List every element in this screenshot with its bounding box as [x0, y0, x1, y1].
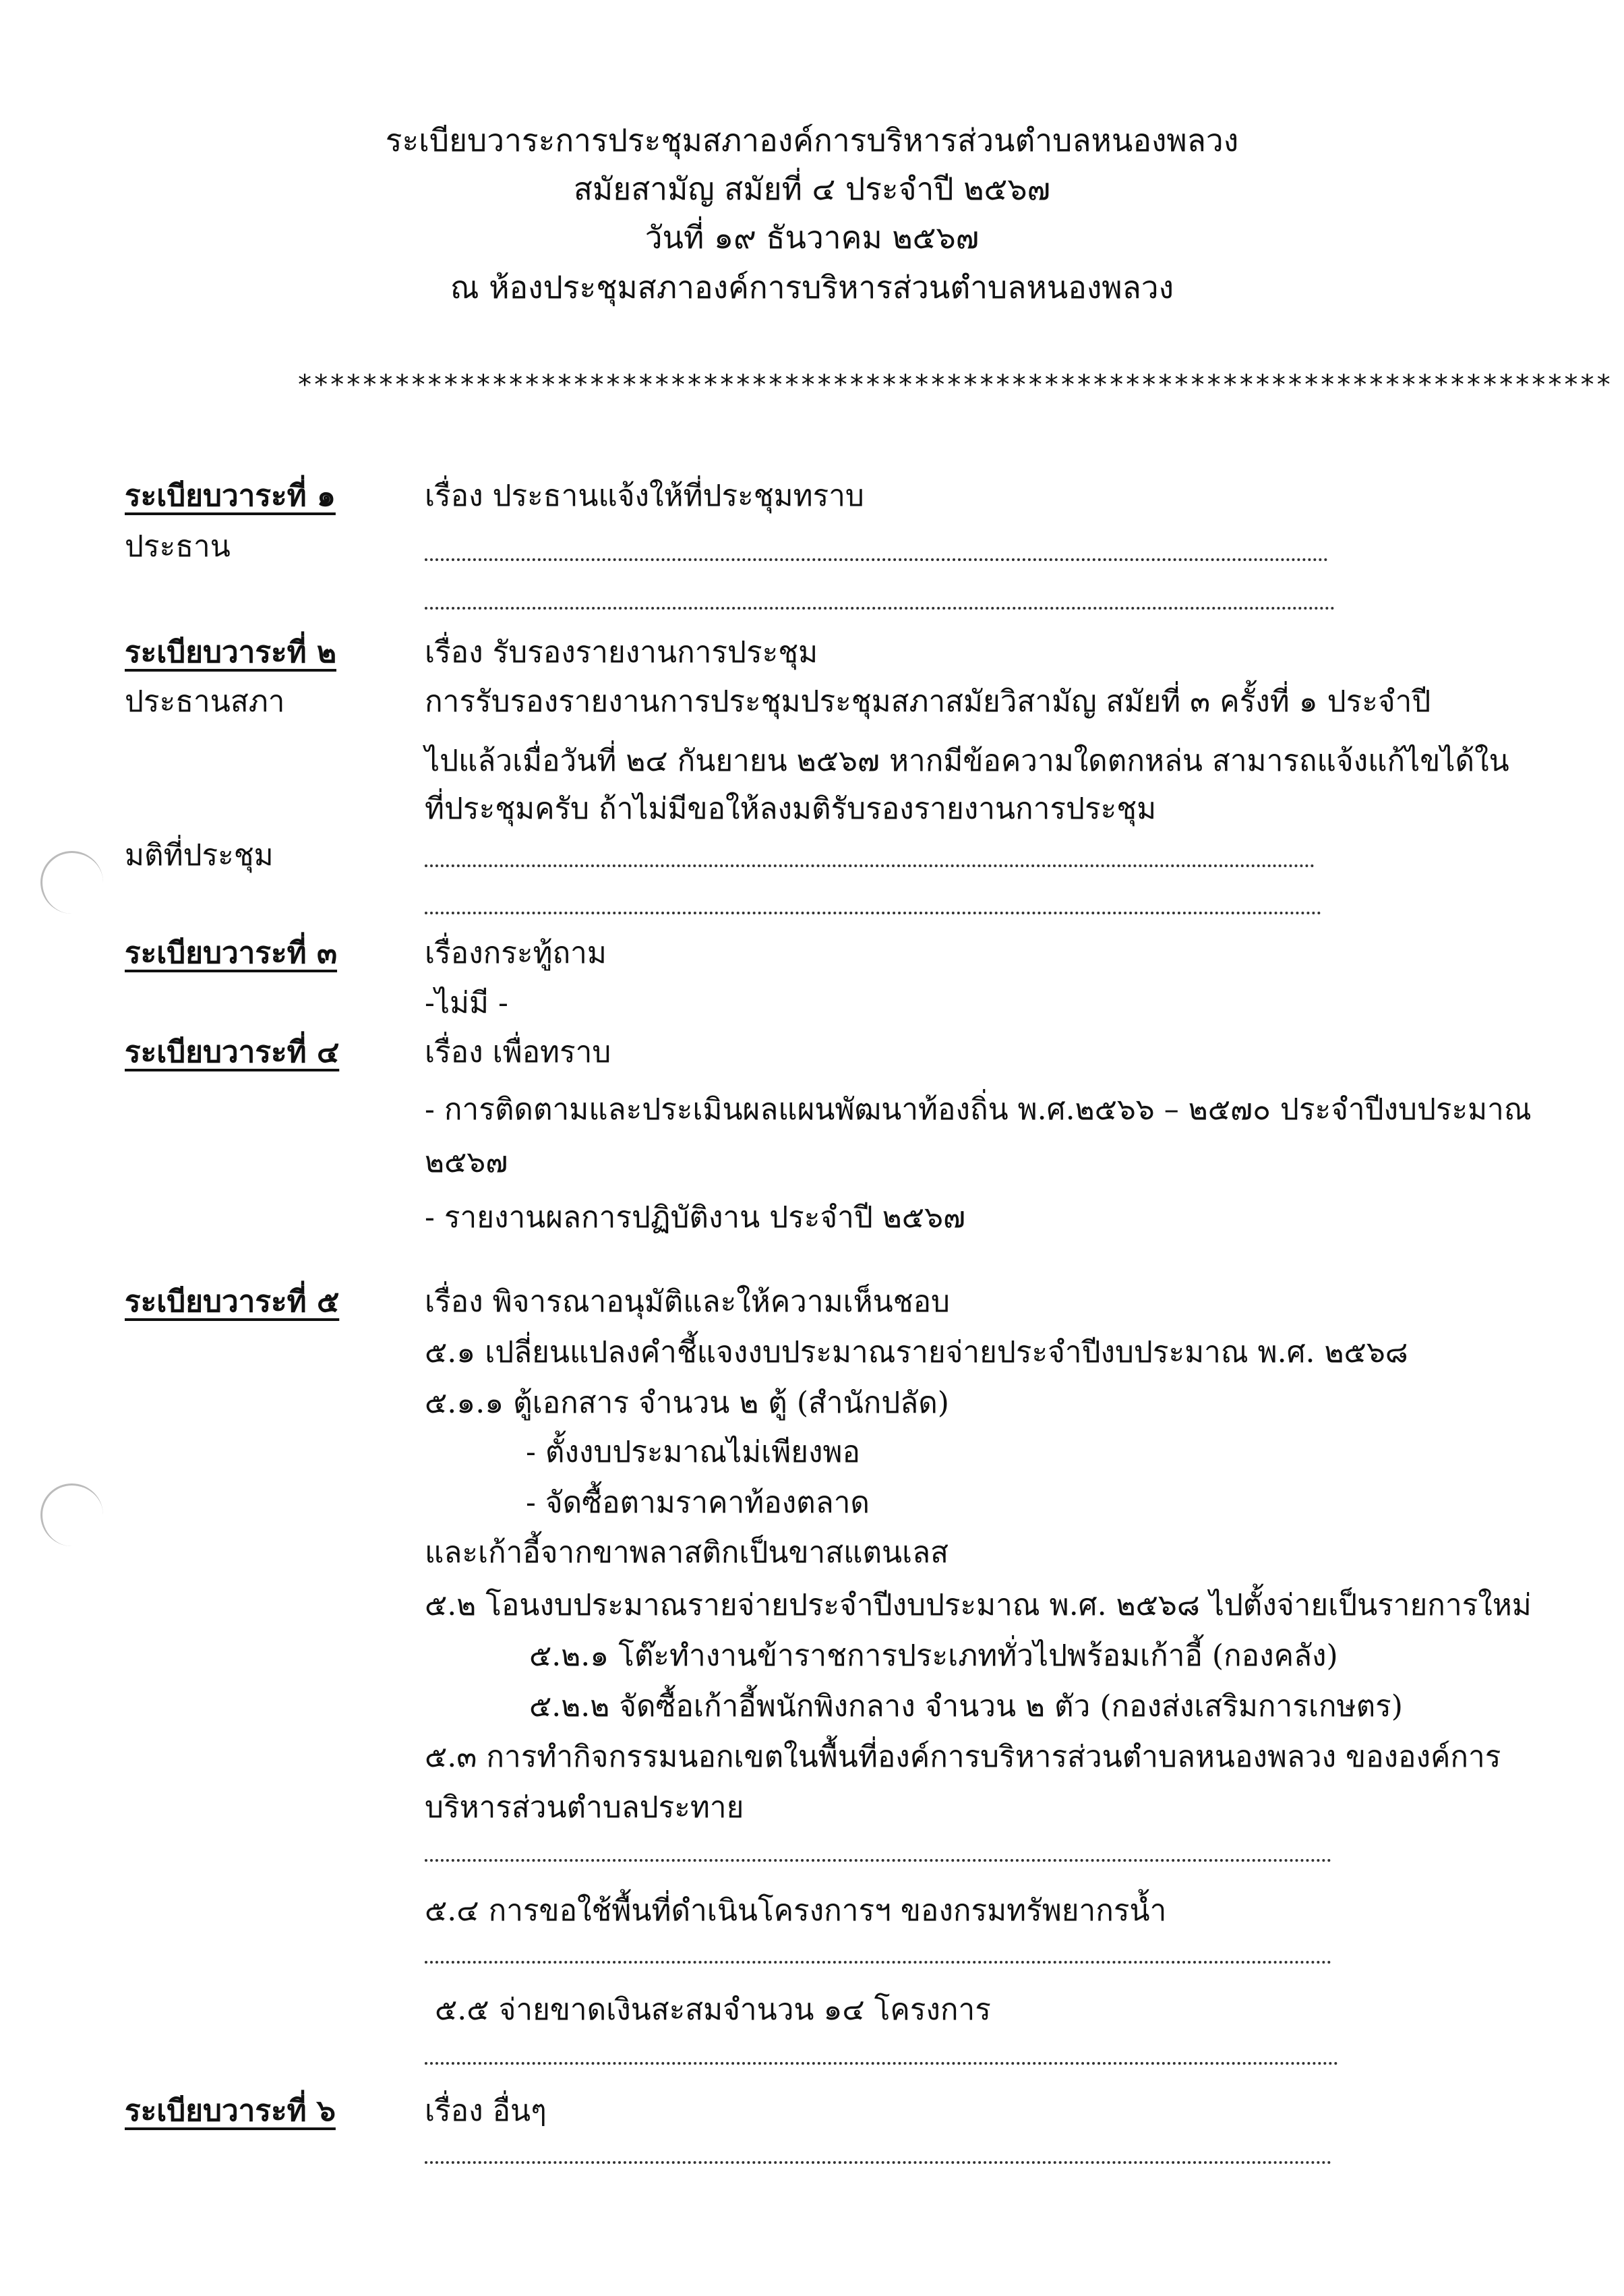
agenda-2-speaker: ประธานสภา [125, 684, 285, 719]
agenda-5-subitem: - ตั้งงบประมาณไม่เพียงพอ [526, 1435, 860, 1469]
agenda-6-label: ระเบียบวาระที่ ๖ [125, 2094, 336, 2128]
separator-stars: ********************************************************************************* [297, 370, 1612, 401]
agenda-5-item: ๕.๕ จ่ายขาดเงินสะสมจำนวน ๑๔ โครงการ [435, 1993, 991, 2027]
agenda-5-title: เรื่อง พิจารณาอนุมัติและให้ความเห็นชอบ [425, 1285, 950, 1319]
agenda-3-title: เรื่องกระทู้ถาม [425, 936, 607, 970]
agenda-2-title: เรื่อง รับรองรายงานการประชุม [425, 635, 818, 670]
agenda-5-item: ๕.๑ เปลี่ยนแปลงคำชี้แจงงบประมาณรายจ่ายประจำปีงบประมาณ พ.ศ. ๒๕๖๘ [425, 1335, 1408, 1370]
agenda-5-subitem: ๕.๒.๒ จัดซื้อเก้าอี้พนักพิงกลาง จำนวน ๒ ตัว (กองส่งเสริมการเกษตร) [529, 1689, 1403, 1724]
agenda-5-subitem: ๕.๒.๑ โต๊ะทำงานข้าราชการประเภททั่วไปพร้อมเก้าอี้ (กองคลัง) [529, 1639, 1338, 1673]
agenda-4-label: ระเบียบวาระที่ ๔ [125, 1035, 340, 1069]
agenda-1-label: ระเบียบวาระที่ ๑ [125, 479, 336, 513]
fill-line [425, 912, 1321, 914]
agenda-2-resolution: มติที่ประชุม [125, 838, 274, 873]
agenda-5-item: ๕.๓ การทำกิจกรรมนอกเขตในพื้นที่องค์การบริหารส่วนตำบลหนองพลวง ขององค์การ [425, 1740, 1501, 1774]
agenda-1-speaker: ประธาน [125, 529, 231, 564]
agenda-5-subitem: - จัดซื้อตามราคาท้องตลาด [526, 1485, 870, 1520]
agenda-4-item: - รายงานผลการปฏิบัติงาน ประจำปี ๒๕๖๗ [425, 1200, 966, 1235]
agenda-2-body: ที่ประชุมครับ ถ้าไม่มีขอให้ลงมติรับรองรายงานการประชุม [425, 792, 1157, 826]
agenda-3-none: -ไม่มี - [425, 986, 508, 1020]
agenda-6-title: เรื่อง อื่นๆ [425, 2094, 547, 2128]
header-session: สมัยสามัญ สมัยที่ ๔ ประจำปี ๒๕๖๗ [573, 171, 1051, 207]
agenda-3-label: ระเบียบวาระที่ ๓ [125, 936, 338, 970]
punch-hole-mark [40, 1483, 103, 1546]
agenda-5-item: ๕.๒ โอนงบประมาณรายจ่ายประจำปีงบประมาณ พ.ศ. ๒๕๖๘ ไปตั้งจ่ายเป็นรายการใหม่ [425, 1588, 1532, 1622]
agenda-1-title: เรื่อง ประธานแจ้งให้ที่ประชุมทราบ [425, 479, 864, 513]
agenda-2-body: ไปแล้วเมื่อวันที่ ๒๔ กันยายน ๒๕๖๗ หากมีข้อความใดตกหล่น สามารถแจ้งแก้ไขได้ใน [425, 744, 1509, 778]
agenda-4-item: - การติดตามและประเมินผลแผนพัฒนาท้องถิ่น พ.ศ.๒๕๖๖ – ๒๕๗๐ ประจำปีงบประมาณ [425, 1092, 1532, 1127]
header-title: ระเบียบวาระการประชุมสภาองค์การบริหารส่วนตำบลหนองพลวง [385, 122, 1239, 158]
agenda-5-item: ๕.๔ การขอใช้พื้นที่ดำเนินโครงการฯ ของกรมทรัพยากรน้ำ [425, 1893, 1167, 1928]
agenda-4-item: ๒๕๖๗ [425, 1145, 508, 1179]
header-date: วันที่ ๑๙ ธันวาคม ๒๕๖๗ [644, 219, 980, 256]
punch-hole-mark [40, 851, 103, 914]
agenda-5-item: ๕.๑.๑ ตู้เอกสาร จำนวน ๒ ตู้ (สำนักปลัด) [425, 1386, 949, 1420]
fill-line [425, 558, 1328, 561]
agenda-4-title: เรื่อง เพื่อทราบ [425, 1035, 611, 1069]
agenda-2-label: ระเบียบวาระที่ ๒ [125, 635, 336, 670]
agenda-5-item: บริหารส่วนตำบลประทาย [425, 1790, 744, 1825]
agenda-5-label: ระเบียบวาระที่ ๕ [125, 1285, 340, 1319]
fill-line [425, 607, 1335, 610]
fill-line [425, 1859, 1331, 1862]
header-venue: ณ ห้องประชุมสภาองค์การบริหารส่วนตำบลหนองพลวง [450, 269, 1174, 305]
fill-line [425, 2161, 1331, 2164]
agenda-5-item: และเก้าอี้จากขาพลาสติกเป็นขาสแตนเลส [425, 1535, 949, 1570]
fill-line [425, 864, 1315, 867]
fill-line [425, 1961, 1331, 1964]
agenda-2-body: การรับรองรายงานการประชุมประชุมสภาสมัยวิสามัญ สมัยที่ ๓ ครั้งที่ ๑ ประจำปี [425, 684, 1431, 719]
fill-line [425, 2062, 1338, 2065]
